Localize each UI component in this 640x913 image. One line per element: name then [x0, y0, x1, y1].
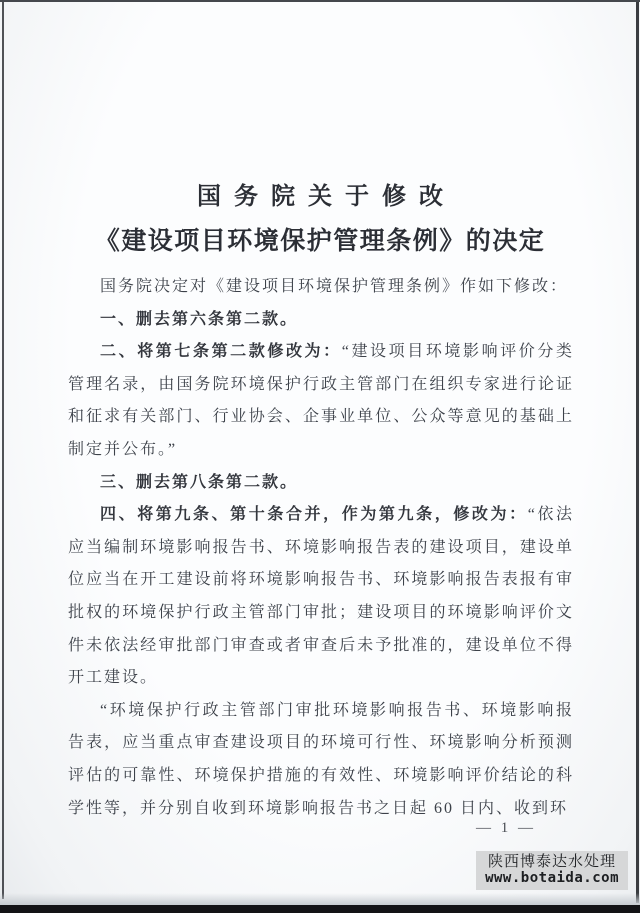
paragraph: [68, 499, 574, 695]
paragraph-text: “环境保护行政主管部门审批环境影响报告书、环境影响报告表，应当重点审查建设项目的环境可行性、环境影响分析预测评估的可靠性、环境保护措施的有效性、环境影响评价结论的科学性等，并分别自收到环境影响报告书之日起 60 日内、收到环: [68, 701, 574, 817]
paragraph-text: “依法应当编制环境影响报告书、环境影响报告表的建设项目，建设单位应当在开工建设前将环境影响报告书、环境影响报告表报有审批权的环境保护行政主管部门审批；建设项目的环境影响评价文件未依法经审批部门审查或者审查后未予批准的，建设单位不得开工建设。: [68, 506, 574, 687]
item-lead: 一、删去第六条第二款。: [100, 310, 299, 328]
scan-bottom-shadow: [0, 893, 640, 905]
paragraph: [68, 336, 574, 466]
vendor-watermark-url: www.botaida.com: [485, 870, 619, 886]
vendor-watermark-name: 陕西博泰达水处理: [488, 853, 617, 870]
paragraph: [68, 271, 574, 304]
scan-edge-right: [636, 2, 639, 903]
item-lead: 四、将第九条、第十条合并，作为第九条，修改为：: [100, 506, 528, 524]
item-lead: 二、将第七条第二款修改为：: [100, 343, 342, 361]
paragraph: [68, 467, 574, 500]
paragraph-text: 国务院决定对《建设项目环境保护管理条例》作如下修改：: [100, 278, 569, 295]
paragraph: [68, 304, 574, 337]
document-title: [0, 176, 640, 257]
title-line-1: 国务院关于修改: [197, 184, 456, 210]
scan-edge-left: [2, 2, 4, 899]
paragraph-text: “建设项目环境影响评价分类管理名录，由国务院环境保护行政主管部门在组织专家进行论证和征求有关部门、行业协会、企事业单位、公众等意见的基础上制定并公布。”: [68, 343, 574, 458]
item-lead: 三、删去第八条第二款。: [100, 473, 299, 491]
scan-edge-top: [0, 0, 640, 2]
scan-bottom-bar: [0, 905, 640, 913]
vendor-watermark: [476, 851, 628, 890]
title-line-2: 《建设项目环境保护管理条例》的决定: [94, 228, 546, 255]
document-body: [68, 271, 574, 825]
paragraph: [68, 695, 574, 825]
page-number: — 1 —: [476, 820, 536, 836]
